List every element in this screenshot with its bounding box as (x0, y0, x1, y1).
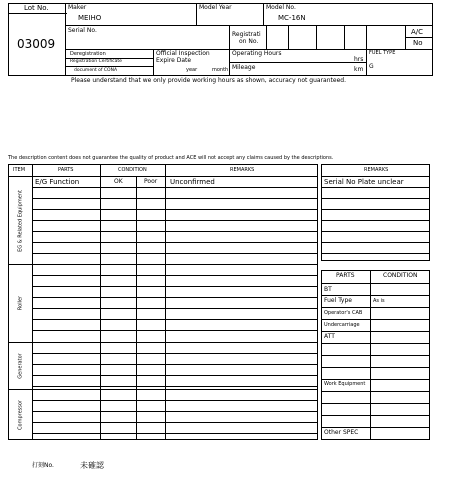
poor-label: Poor (144, 178, 158, 185)
hours-notice: Please understand that we only provide working hours as shown, accuracy not guaranteed. (71, 77, 346, 84)
item-header: ITEM (13, 167, 26, 173)
operating-hours-label: Operating Hours (232, 50, 282, 57)
print-no-value: 未確認 (80, 461, 104, 470)
ok-label: OK (114, 178, 123, 185)
maker-value: MEIHO (78, 14, 102, 22)
fuel-type-value: G (369, 63, 374, 70)
ac-label: A/C (411, 28, 424, 36)
serial-plate-remark: Serial No Plate unclear (324, 178, 404, 186)
registration-certificate-label: Registration Certificate (70, 59, 122, 64)
eg-function-remarks: Unconfirmed (170, 178, 215, 186)
month-label: month (212, 67, 229, 73)
part-operators-cab: Operator's CAB (324, 310, 363, 316)
parts-header: PARTS (58, 167, 74, 173)
maker-label: Maker (68, 4, 87, 11)
expire-date-label: Expire Date (156, 57, 192, 64)
document-label: document of CONA (74, 68, 118, 73)
part-other-spec: Other SPEC (324, 429, 359, 436)
remarks-table-header: REMARKS (364, 167, 389, 173)
parts-table-condition-header: CONDITION (383, 272, 418, 279)
lot-label: Lot No. (24, 4, 49, 12)
remarks-header: REMARKS (230, 167, 255, 173)
section-eg-related-equipment: EG & Related Equipment (17, 189, 23, 252)
registration-no-label: Registrati (232, 31, 261, 38)
fuel-type-label: FUEL TYPE (369, 50, 396, 56)
model-no-value: MC-16N (278, 14, 306, 22)
model-year-label: Model Year (199, 4, 232, 11)
fuel-type-condition: As is (373, 298, 385, 304)
deregistration-label: Deregistration (70, 51, 106, 57)
section-compressor: Compressor (17, 399, 23, 430)
part-bt: BT (324, 286, 332, 293)
eg-function-part: E/G Function (35, 178, 80, 186)
parts-table-parts-header: PARTS (336, 272, 355, 279)
condition-header: CONDITION (118, 167, 147, 173)
part-fuel-type: Fuel Type (324, 297, 352, 304)
part-work-equipment: Work Equipment (324, 381, 366, 387)
lot-number: 03009 (17, 37, 56, 51)
registration-no-label-2: on No. (239, 38, 259, 45)
mileage-label: Mileage (232, 64, 256, 71)
part-att: ATT (324, 333, 335, 340)
km-label: km (354, 66, 364, 73)
section-generator: Generator (17, 353, 23, 379)
year-label: year (186, 67, 198, 73)
section-roller: Roller (17, 295, 23, 311)
inspection-label: Official Inspection (156, 50, 210, 57)
part-undercarriage: Undercarriage (324, 322, 360, 328)
model-no-label: Model No. (266, 4, 296, 11)
hrs-label: hrs (354, 56, 364, 63)
description-notice: The description content does not guarantee the quality of product and ACE will not accept any claims caused by the descriptions. (8, 155, 334, 161)
print-no-label: 打刻No. (32, 462, 54, 469)
serial-label: Serial No. (68, 27, 97, 34)
ac-value: No (413, 39, 423, 47)
